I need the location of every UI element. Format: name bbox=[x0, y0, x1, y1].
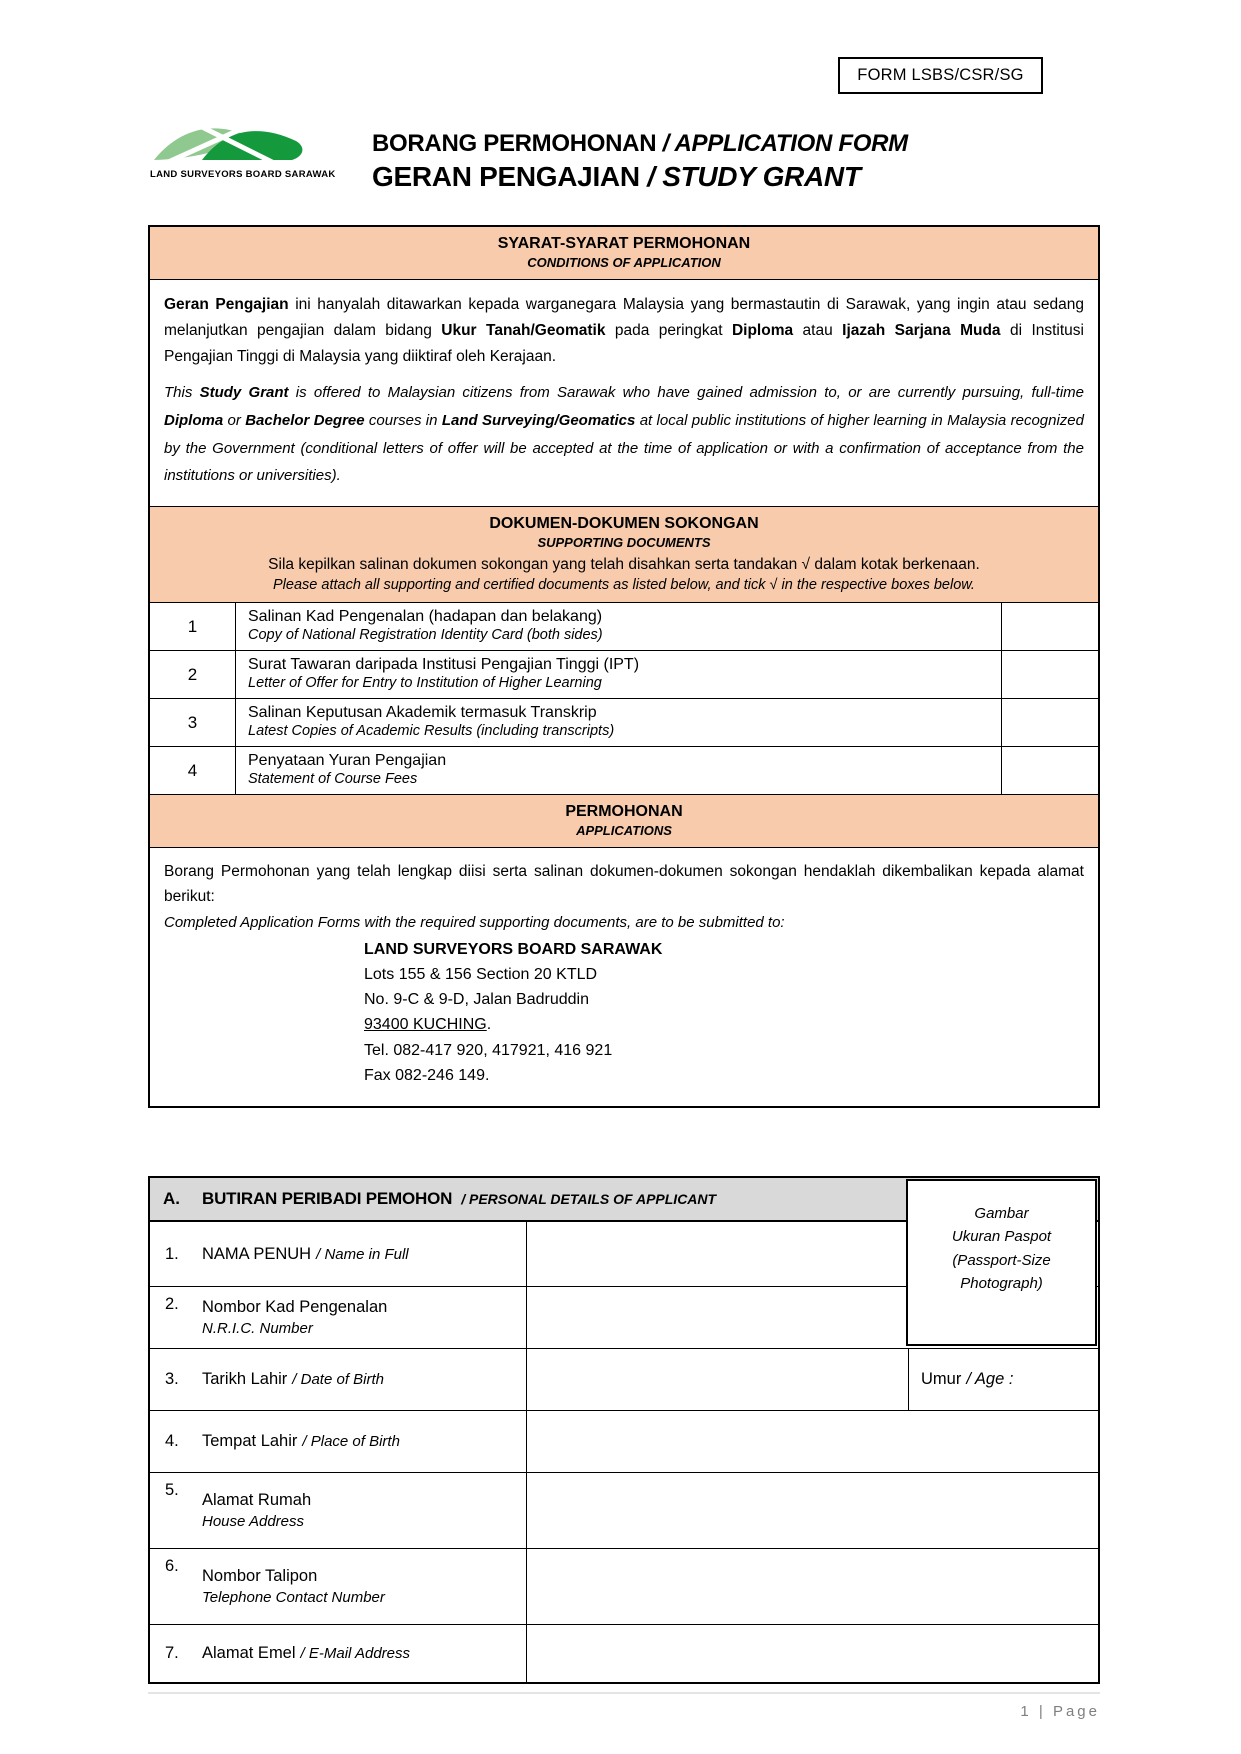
email-input-cell[interactable] bbox=[527, 1625, 1098, 1682]
conditions-header bbox=[150, 227, 1098, 279]
document-title-en: Letter of Offer for Entry to Institution of Higher Learning bbox=[248, 675, 602, 692]
pob-input-cell[interactable] bbox=[527, 1411, 1098, 1472]
tick-box-cell[interactable] bbox=[1001, 603, 1098, 650]
row-number: 6. bbox=[165, 1557, 179, 1575]
document-title-ms: Penyataan Yuran Pengajian bbox=[248, 752, 447, 770]
telephone-input-cell[interactable] bbox=[527, 1549, 1098, 1624]
dob-input-cell[interactable] bbox=[527, 1349, 908, 1410]
row-number: 1. bbox=[165, 1244, 179, 1263]
detail-row-email bbox=[150, 1624, 1098, 1682]
conditions-body bbox=[150, 279, 1098, 506]
main-table bbox=[148, 225, 1100, 1108]
documents-rows bbox=[150, 602, 1098, 794]
section-a-table bbox=[148, 1176, 1100, 1684]
detail-label: 2. Nombor Kad Pengenalan N.R.I.C. Number bbox=[150, 1287, 527, 1348]
detail-label: 7. Alamat Emel / E-Mail Address bbox=[150, 1625, 527, 1682]
document-row-number: 1 bbox=[150, 603, 236, 650]
detail-label: 5. Alamat Rumah House Address bbox=[150, 1473, 527, 1548]
tick-box-cell[interactable] bbox=[1001, 699, 1098, 746]
document-row bbox=[150, 746, 1098, 794]
applications-body bbox=[150, 847, 1098, 1106]
row-number: 4. bbox=[165, 1432, 179, 1450]
passport-photo-box[interactable]: Gambar Ukuran Paspot (Passport-Size Photograph) bbox=[906, 1179, 1097, 1346]
address-line1: Lots 155 & 156 Section 20 KTLD bbox=[364, 965, 598, 983]
row-number: 3. bbox=[165, 1370, 179, 1388]
conditions-paragraph-ms: Geran Pengajian ini hanyalah ditawarkan kepada warganegara Malaysia yang bermastautin di Sarawak, yang ingin atau sedang melanjutkan pengajian dalam bidang Ukur Tanah/Geomatik pada peringkat Diploma atau Ijazah Sarjana Muda di Institusi Pengajian Tinggi di Malaysia yang diiktiraf oleh Kerajaan. bbox=[164, 296, 1084, 366]
detail-label: 4. Tempat Lahir / Place of Birth bbox=[150, 1411, 527, 1472]
address-org-name: LAND SURVEYORS BOARD SARAWAK bbox=[364, 940, 663, 958]
document-title-ms: Salinan Kad Pengenalan (hadapan dan belakang) bbox=[248, 608, 603, 626]
applications-heading-ms: PERMOHONAN bbox=[565, 803, 683, 821]
applications-heading-en: APPLICATIONS bbox=[576, 823, 672, 839]
address-telephone: Tel. 082-417 920, 417921, 416 921 bbox=[364, 1041, 613, 1059]
house-address-input-cell[interactable] bbox=[527, 1473, 1098, 1548]
document-title-en: Copy of National Registration Identity Card (both sides) bbox=[248, 627, 603, 644]
form-code-label: FORM LSBS/CSR/SG bbox=[857, 66, 1024, 84]
applications-header bbox=[150, 794, 1098, 847]
documents-header bbox=[150, 506, 1098, 602]
detail-row-house-address bbox=[150, 1472, 1098, 1548]
detail-row-telephone bbox=[150, 1548, 1098, 1624]
detail-label: 1. NAMA PENUH / Name in Full bbox=[150, 1222, 527, 1286]
document-row bbox=[150, 603, 1098, 650]
conditions-paragraph-en: This Study Grant is offered to Malaysian citizens from Sarawak who have gained admission to, or are currently pursuing, full-time Diploma or Bachelor Degree courses in Land Surveying/Geomatics at local public institutions of higher learning in Malaysia recognized by the Government (conditional letters of offer will be accepted at the time of application or with a confirmation of acceptance from the institutions or universities). bbox=[164, 384, 1084, 485]
address-line2: No. 9-C & 9-D, Jalan Badruddin bbox=[364, 991, 589, 1009]
applications-paragraph-en: Completed Application Forms with the required supporting documents, are to be submitted to: bbox=[164, 913, 785, 931]
lsbs-logo-icon bbox=[150, 116, 320, 168]
document-title-en: Latest Copies of Academic Results (including transcripts) bbox=[248, 723, 615, 740]
document-row-number: 4 bbox=[150, 747, 236, 794]
form-title-line2: GERAN PENGAJIAN / STUDY GRANT bbox=[372, 161, 861, 192]
documents-heading-en: SUPPORTING DOCUMENTS bbox=[537, 535, 711, 551]
documents-instruction-en: Please attach all supporting and certified documents as listed below, and tick √ in the respective boxes below. bbox=[273, 577, 975, 594]
applications-paragraph-ms: Borang Permohonan yang telah lengkap diisi serta salinan dokumen-dokumen sokongan hendaklah dikembalikan kepada alamat berikut: bbox=[164, 863, 1084, 905]
footer-rule bbox=[148, 1692, 1100, 1694]
page-number: 1 | Page bbox=[1020, 1703, 1100, 1720]
row-number: 5. bbox=[165, 1481, 179, 1499]
row-number: 7. bbox=[165, 1644, 179, 1662]
conditions-heading-ms: SYARAT-SYARAT PERMOHONAN bbox=[497, 235, 751, 252]
detail-row-pob bbox=[150, 1410, 1098, 1472]
documents-heading-ms: DOKUMEN-DOKUMEN SOKONGAN bbox=[489, 515, 759, 533]
documents-instruction-ms: Sila kepilkan salinan dokumen sokongan yang telah disahkan serta tandakan √ dalam kotak berkenaan. bbox=[268, 556, 980, 574]
org-name: LAND SURVEYORS BOARD SARAWAK bbox=[150, 169, 336, 180]
section-a-heading-ms: BUTIRAN PERIBADI PEMOHON bbox=[202, 1189, 453, 1208]
age-input-cell[interactable] bbox=[908, 1349, 1098, 1410]
lsbs-logo bbox=[150, 116, 336, 180]
conditions-heading-en: CONDITIONS OF APPLICATION bbox=[527, 255, 721, 270]
address-fax: Fax 082-246 149. bbox=[364, 1067, 490, 1085]
detail-row-dob bbox=[150, 1348, 1098, 1410]
section-a-heading-en: / PERSONAL DETAILS OF APPLICANT bbox=[461, 1191, 717, 1207]
tick-box-cell[interactable] bbox=[1001, 747, 1098, 794]
age-label-ms: Umur bbox=[921, 1370, 962, 1388]
row-number: 2. bbox=[165, 1295, 179, 1313]
tick-box-cell[interactable] bbox=[1001, 651, 1098, 698]
address-city: 93400 KUCHING. bbox=[364, 1016, 492, 1034]
form-title-line1: BORANG PERMOHONAN / APPLICATION FORM bbox=[372, 130, 908, 157]
section-a-letter: A. bbox=[163, 1189, 180, 1208]
document-row bbox=[150, 698, 1098, 746]
document-row-number: 2 bbox=[150, 651, 236, 698]
document-title-ms: Surat Tawaran daripada Institusi Pengajian Tinggi (IPT) bbox=[248, 656, 640, 674]
form-title bbox=[372, 130, 908, 193]
submission-address bbox=[364, 937, 1084, 1089]
detail-label: 3. Tarikh Lahir / Date of Birth bbox=[150, 1349, 527, 1410]
document-row bbox=[150, 650, 1098, 698]
age-label-en: / Age : bbox=[966, 1370, 1014, 1388]
detail-label: 6. Nombor Talipon Telephone Contact Number bbox=[150, 1549, 527, 1624]
document-row-number: 3 bbox=[150, 699, 236, 746]
document-title-en: Statement of Course Fees bbox=[248, 771, 418, 788]
form-code-box bbox=[838, 57, 1043, 94]
document-title-ms: Salinan Keputusan Akademik termasuk Transkrip bbox=[248, 704, 597, 722]
